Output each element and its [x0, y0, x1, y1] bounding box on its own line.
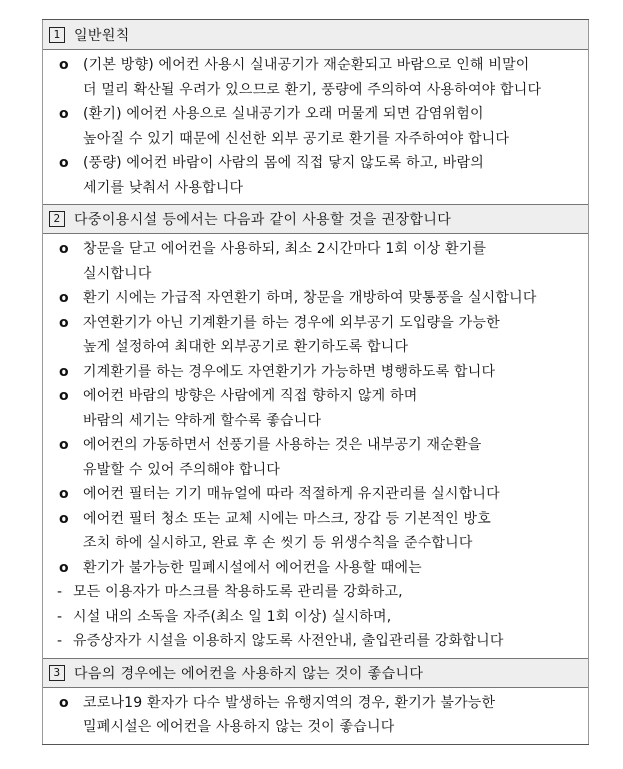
list-item-text	[83, 384, 580, 433]
dash-bullet: -	[57, 584, 63, 600]
section-number-box: 1	[49, 27, 65, 43]
text-line: 유증상자가 시설을 이용하지 않도록 사전안내, 출입관리를 강화합니다	[73, 633, 504, 649]
list-item	[53, 237, 580, 286]
circle-bullet: o	[59, 241, 69, 257]
list-item	[53, 691, 580, 740]
list-item	[53, 482, 580, 507]
text-line: (기본 방향) 에어컨 사용시 실내공기가 재순환되고 바람으로 인해 비말이	[83, 57, 530, 73]
list-item-text	[73, 605, 580, 630]
list-item-text	[83, 102, 580, 151]
dash-bullet: -	[57, 608, 63, 625]
circle-bullet: o	[59, 510, 69, 527]
list-item	[53, 360, 580, 385]
list-item	[53, 605, 580, 630]
circle-bullet: o	[59, 388, 69, 404]
list-item	[53, 53, 580, 102]
text-line: 자연환기가 아닌 기계환기를 하는 경우에 외부공기 도입량을 가능한	[83, 314, 500, 331]
text-line: 에어컨 필터 청소 또는 교체 시에는 마스크, 장갑 등 기본적인 방호	[83, 510, 491, 527]
circle-bullet: o	[59, 314, 69, 331]
list-item-text	[83, 507, 580, 556]
text-line: 환기가 불가능한 밀폐시설에서 에어컨을 사용할 때에는	[83, 559, 422, 576]
list-item	[53, 384, 580, 433]
list-item-text	[83, 53, 580, 102]
circle-bullet: o	[59, 290, 69, 306]
circle-bullet: o	[59, 694, 69, 711]
section-number-box: 3	[49, 665, 65, 681]
list-item	[53, 102, 580, 151]
list-item-text	[83, 433, 580, 482]
text-line: 에어컨의 가동하면서 선풍기를 사용하는 것은 내부공기 재순환을	[83, 437, 482, 453]
list-item	[53, 580, 580, 605]
list-item	[53, 507, 580, 556]
text-line: 에어컨 바람의 방향은 사람에게 직접 향하지 않게 하며	[83, 388, 418, 404]
guideline-document	[42, 19, 589, 745]
text-line: 높게 설정하여 최대한 외부공기로 환기하도록 합니다	[83, 339, 409, 355]
section-title: 다음의 경우에는 에어컨을 사용하지 않는 것이 좋습니다	[74, 665, 424, 682]
text-line: 창문을 닫고 에어컨을 사용하되, 최소 2시간마다 1회 이상 환기를	[83, 241, 487, 257]
text-line: 시설 내의 소독을 자주(최소 일 1회 이상) 실시하며,	[73, 608, 392, 625]
text-line: 코로나19 환자가 다수 발생하는 유행지역의 경우, 환기가 불가능한	[83, 694, 496, 711]
section-1	[42, 20, 589, 204]
list-item-text	[73, 629, 580, 654]
section-3	[42, 658, 589, 744]
circle-bullet: o	[59, 106, 69, 122]
circle-bullet: o	[59, 486, 69, 502]
circle-bullet: o	[59, 363, 69, 380]
text-line: 세기를 낮춰서 사용합니다	[83, 179, 244, 196]
circle-bullet: o	[59, 437, 69, 453]
text-line: (환기) 에어컨 사용으로 실내공기가 오래 머물게 되면 감염위험이	[83, 106, 484, 122]
text-line: 에어컨 필터는 기기 매뉴얼에 따라 적절하게 유지관리를 실시합니다	[83, 486, 500, 502]
list-item-text	[83, 482, 580, 507]
list-item	[53, 151, 580, 200]
text-line: 기계환기를 하는 경우에도 자연환기가 가능하면 병행하도록 합니다	[83, 363, 496, 380]
text-line: 조치 하에 실시하고, 완료 후 손 씻기 등 위생수칙을 준수합니다	[83, 535, 473, 551]
section-title: 일반원칙	[74, 27, 130, 44]
section-2	[42, 204, 589, 658]
section-header	[43, 658, 588, 688]
list-item	[53, 629, 580, 654]
circle-bullet: o	[59, 559, 69, 576]
list-item	[53, 286, 580, 311]
list-item-text	[83, 311, 580, 360]
section-header	[43, 20, 588, 50]
list-item-text	[83, 360, 580, 385]
text-line: (풍량) 에어컨 바람이 사람의 몸에 직접 닿지 않도록 하고, 바람의	[83, 155, 484, 171]
list-item	[53, 433, 580, 482]
text-line: 모든 이용자가 마스크를 착용하도록 관리를 강화하고,	[73, 584, 403, 600]
section-body	[43, 234, 588, 658]
list-item-text	[83, 237, 580, 286]
text-line: 유발할 수 있어 주의해야 합니다	[83, 461, 281, 478]
text-line: 바람의 세기는 약하게 할수록 좋습니다	[83, 412, 322, 429]
text-line: 높아질 수 있기 때문에 신선한 외부 공기로 환기를 자주하여야 합니다	[83, 130, 510, 147]
list-item	[53, 311, 580, 360]
section-body	[43, 50, 588, 204]
section-header	[43, 204, 588, 234]
text-line: 환기 시에는 가급적 자연환기 하며, 창문을 개방하여 맞통풍을 실시합니다	[83, 290, 537, 306]
section-body	[43, 688, 588, 744]
circle-bullet: o	[59, 57, 69, 73]
text-line: 더 멀리 확산될 우려가 있으므로 환기, 풍량에 주의하여 사용하여야 합니다	[83, 81, 542, 98]
text-line: 밀폐시설은 에어컨을 사용하지 않는 것이 좋습니다	[83, 719, 395, 735]
list-item-text	[73, 580, 580, 605]
section-number-box: 2	[49, 211, 65, 227]
list-item-text	[83, 691, 580, 740]
section-title: 다중이용시설 등에서는 다음과 같이 사용할 것을 권장합니다	[74, 212, 452, 228]
circle-bullet: o	[59, 155, 69, 171]
list-item-text	[83, 286, 580, 311]
dash-bullet: -	[57, 633, 63, 649]
list-item-text	[83, 151, 580, 200]
list-item-text	[83, 556, 580, 581]
list-item	[53, 556, 580, 581]
text-line: 실시합니다	[83, 265, 152, 282]
